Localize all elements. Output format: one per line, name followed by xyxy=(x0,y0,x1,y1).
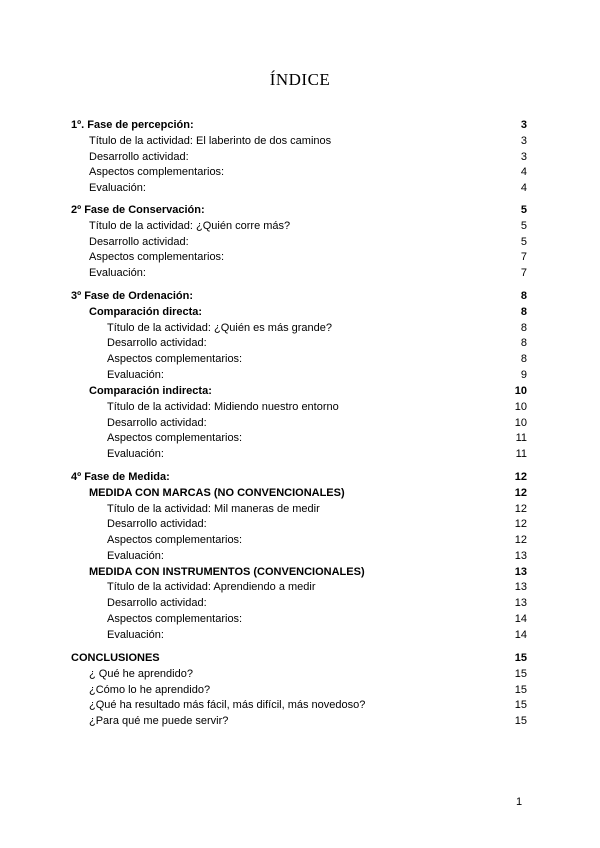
toc-entry[interactable] xyxy=(71,651,527,666)
toc-entry[interactable] xyxy=(107,447,527,462)
toc-entry[interactable] xyxy=(107,416,527,431)
toc-entry-page: 8 xyxy=(520,337,527,349)
toc-entry-page: 12 xyxy=(514,534,527,546)
toc-entry-label: Evaluación: xyxy=(89,182,146,194)
toc-entry[interactable] xyxy=(107,368,527,383)
toc-entry-label: Aspectos complementarios: xyxy=(89,166,225,178)
toc-entry-page: 15 xyxy=(514,668,527,680)
toc-entry-page: 4 xyxy=(520,166,527,178)
toc-entry-page: 12 xyxy=(514,503,527,515)
toc-entry[interactable] xyxy=(89,698,527,713)
toc-entry-label: Aspectos complementarios: xyxy=(107,353,243,365)
toc-entry[interactable] xyxy=(71,203,527,218)
toc-entry-page: 11 xyxy=(515,432,527,444)
toc-entry[interactable] xyxy=(89,565,527,580)
toc-entry-label: 4º Fase de Medida: xyxy=(71,471,170,483)
toc-entry-page: 12 xyxy=(514,518,527,530)
toc-entry-page: 10 xyxy=(514,385,527,397)
toc-entry[interactable] xyxy=(71,289,527,304)
toc-entry[interactable] xyxy=(89,384,527,399)
toc-entry-label: Evaluación: xyxy=(107,448,164,460)
toc-entry-label: ¿Cómo lo he aprendido? xyxy=(89,684,211,696)
toc-entry-page: 8 xyxy=(520,322,527,334)
toc-entry-label: Aspectos complementarios: xyxy=(107,534,243,546)
toc-entry-page: 15 xyxy=(514,715,527,727)
toc-entry-label: Comparación indirecta: xyxy=(89,385,212,397)
toc-entry[interactable] xyxy=(89,181,527,196)
toc-entry-label: ¿Qué ha resultado más fácil, más difícil, más novedoso? xyxy=(89,699,366,711)
toc-entry[interactable] xyxy=(107,533,527,548)
toc-entry-label: MEDIDA CON MARCAS (NO CONVENCIONALES) xyxy=(89,487,345,499)
toc-entry[interactable] xyxy=(89,150,527,165)
toc-entry[interactable] xyxy=(107,549,527,564)
toc-entry-page: 5 xyxy=(520,204,527,216)
toc-entry[interactable] xyxy=(71,470,527,485)
toc-entry-page: 13 xyxy=(514,566,527,578)
toc-entry[interactable] xyxy=(107,612,527,627)
toc-entry-page: 3 xyxy=(520,135,527,147)
toc-entry-label: Evaluación: xyxy=(107,369,164,381)
toc-entry[interactable] xyxy=(107,628,527,643)
toc-entry-label: Desarrollo actividad: xyxy=(107,597,207,609)
toc-entry-label: Título de la actividad: Midiendo nuestro entorno xyxy=(107,401,339,413)
toc-entry-page: 5 xyxy=(520,236,527,248)
toc-entry-label: Comparación directa: xyxy=(89,306,203,318)
toc-entry-page: 8 xyxy=(520,306,527,318)
toc-entry-label: Aspectos complementarios: xyxy=(107,613,243,625)
toc-entry-label: Evaluación: xyxy=(107,550,164,562)
toc-entry-page: 7 xyxy=(520,267,527,279)
toc-entry-label: Desarrollo actividad: xyxy=(107,518,207,530)
toc-entry-page: 8 xyxy=(520,290,527,302)
toc-entry[interactable] xyxy=(89,714,527,729)
toc-entry-page: 12 xyxy=(514,487,527,499)
toc-entry[interactable] xyxy=(89,486,527,501)
toc-entry-label: Título de la actividad: ¿Quién es más grande? xyxy=(107,322,333,334)
toc-entry-label: Título de la actividad: Mil maneras de medir xyxy=(107,503,320,515)
toc-entry-page: 9 xyxy=(520,369,527,381)
toc-entry-label: 1º. Fase de percepción: xyxy=(71,119,194,131)
toc-entry[interactable] xyxy=(89,683,527,698)
toc-entry-page: 15 xyxy=(514,699,527,711)
page-title: ÍNDICE xyxy=(269,70,331,89)
toc-entry-page: 15 xyxy=(514,652,527,664)
toc-entry[interactable] xyxy=(107,580,527,595)
toc-entry-page: 14 xyxy=(514,613,527,625)
toc-entry[interactable] xyxy=(71,118,527,133)
toc-entry-label: Título de la actividad: ¿Quién corre más? xyxy=(89,220,291,232)
toc-entry-label: Evaluación: xyxy=(89,267,146,279)
toc-entry-page: 5 xyxy=(520,220,527,232)
toc-entry-page: 13 xyxy=(514,597,527,609)
toc-entry-page: 4 xyxy=(520,182,527,194)
toc-entry-label: MEDIDA CON INSTRUMENTOS (CONVENCIONALES) xyxy=(89,566,365,578)
toc-entry[interactable] xyxy=(89,250,527,265)
toc-entry-page: 13 xyxy=(514,581,527,593)
toc-entry-label: Título de la actividad: El laberinto de dos caminos xyxy=(89,135,332,147)
toc-entry-page: 10 xyxy=(514,417,527,429)
toc-entry[interactable] xyxy=(89,305,527,320)
toc-entry[interactable] xyxy=(89,134,527,149)
toc-entry-label: Título de la actividad: Aprendiendo a medir xyxy=(107,581,316,593)
toc-entry-label: Desarrollo actividad: xyxy=(89,236,189,248)
page-number: 1 xyxy=(516,796,523,808)
toc-entry-page: 8 xyxy=(520,353,527,365)
toc-entry[interactable] xyxy=(107,352,527,367)
toc-entry-label: Aspectos complementarios: xyxy=(89,251,225,263)
toc-entry-page: 11 xyxy=(515,448,527,460)
toc-entry[interactable] xyxy=(89,219,527,234)
toc-entry[interactable] xyxy=(107,596,527,611)
toc-entry-label: ¿Para qué me puede servir? xyxy=(89,715,229,727)
toc-entry-page: 14 xyxy=(514,629,527,641)
toc-entry[interactable] xyxy=(107,431,527,446)
toc-entry-page: 10 xyxy=(514,401,527,413)
toc-entry[interactable] xyxy=(89,266,527,281)
toc-entry-page: 15 xyxy=(514,684,527,696)
toc-entry[interactable] xyxy=(107,517,527,532)
toc-entry[interactable] xyxy=(107,400,527,415)
toc-entry-label: Desarrollo actividad: xyxy=(107,337,207,349)
toc-entry-label: Aspectos complementarios: xyxy=(107,432,243,444)
toc-entry-label: 3º Fase de Ordenación: xyxy=(71,290,193,302)
toc-entry-label: Evaluación: xyxy=(107,629,164,641)
toc-entry[interactable] xyxy=(107,502,527,517)
toc-entry[interactable] xyxy=(107,321,527,336)
toc-entry-page: 3 xyxy=(520,151,527,163)
toc-entry[interactable] xyxy=(107,336,527,351)
toc-entry-page: 12 xyxy=(514,471,527,483)
toc-entry[interactable] xyxy=(89,235,527,250)
toc-entry-label: Desarrollo actividad: xyxy=(89,151,189,163)
toc-entry-label: ¿ Qué he aprendido? xyxy=(89,668,193,680)
toc-entry[interactable] xyxy=(89,165,527,180)
toc-entry-label: 2º Fase de Conservación: xyxy=(71,204,205,216)
toc-entry-label: CONCLUSIONES xyxy=(71,652,160,664)
toc-entry-page: 13 xyxy=(514,550,527,562)
toc-entry[interactable] xyxy=(89,667,527,682)
toc-entry-page: 3 xyxy=(520,119,527,131)
toc-entry-page: 7 xyxy=(520,251,527,263)
toc-entry-label: Desarrollo actividad: xyxy=(107,417,207,429)
